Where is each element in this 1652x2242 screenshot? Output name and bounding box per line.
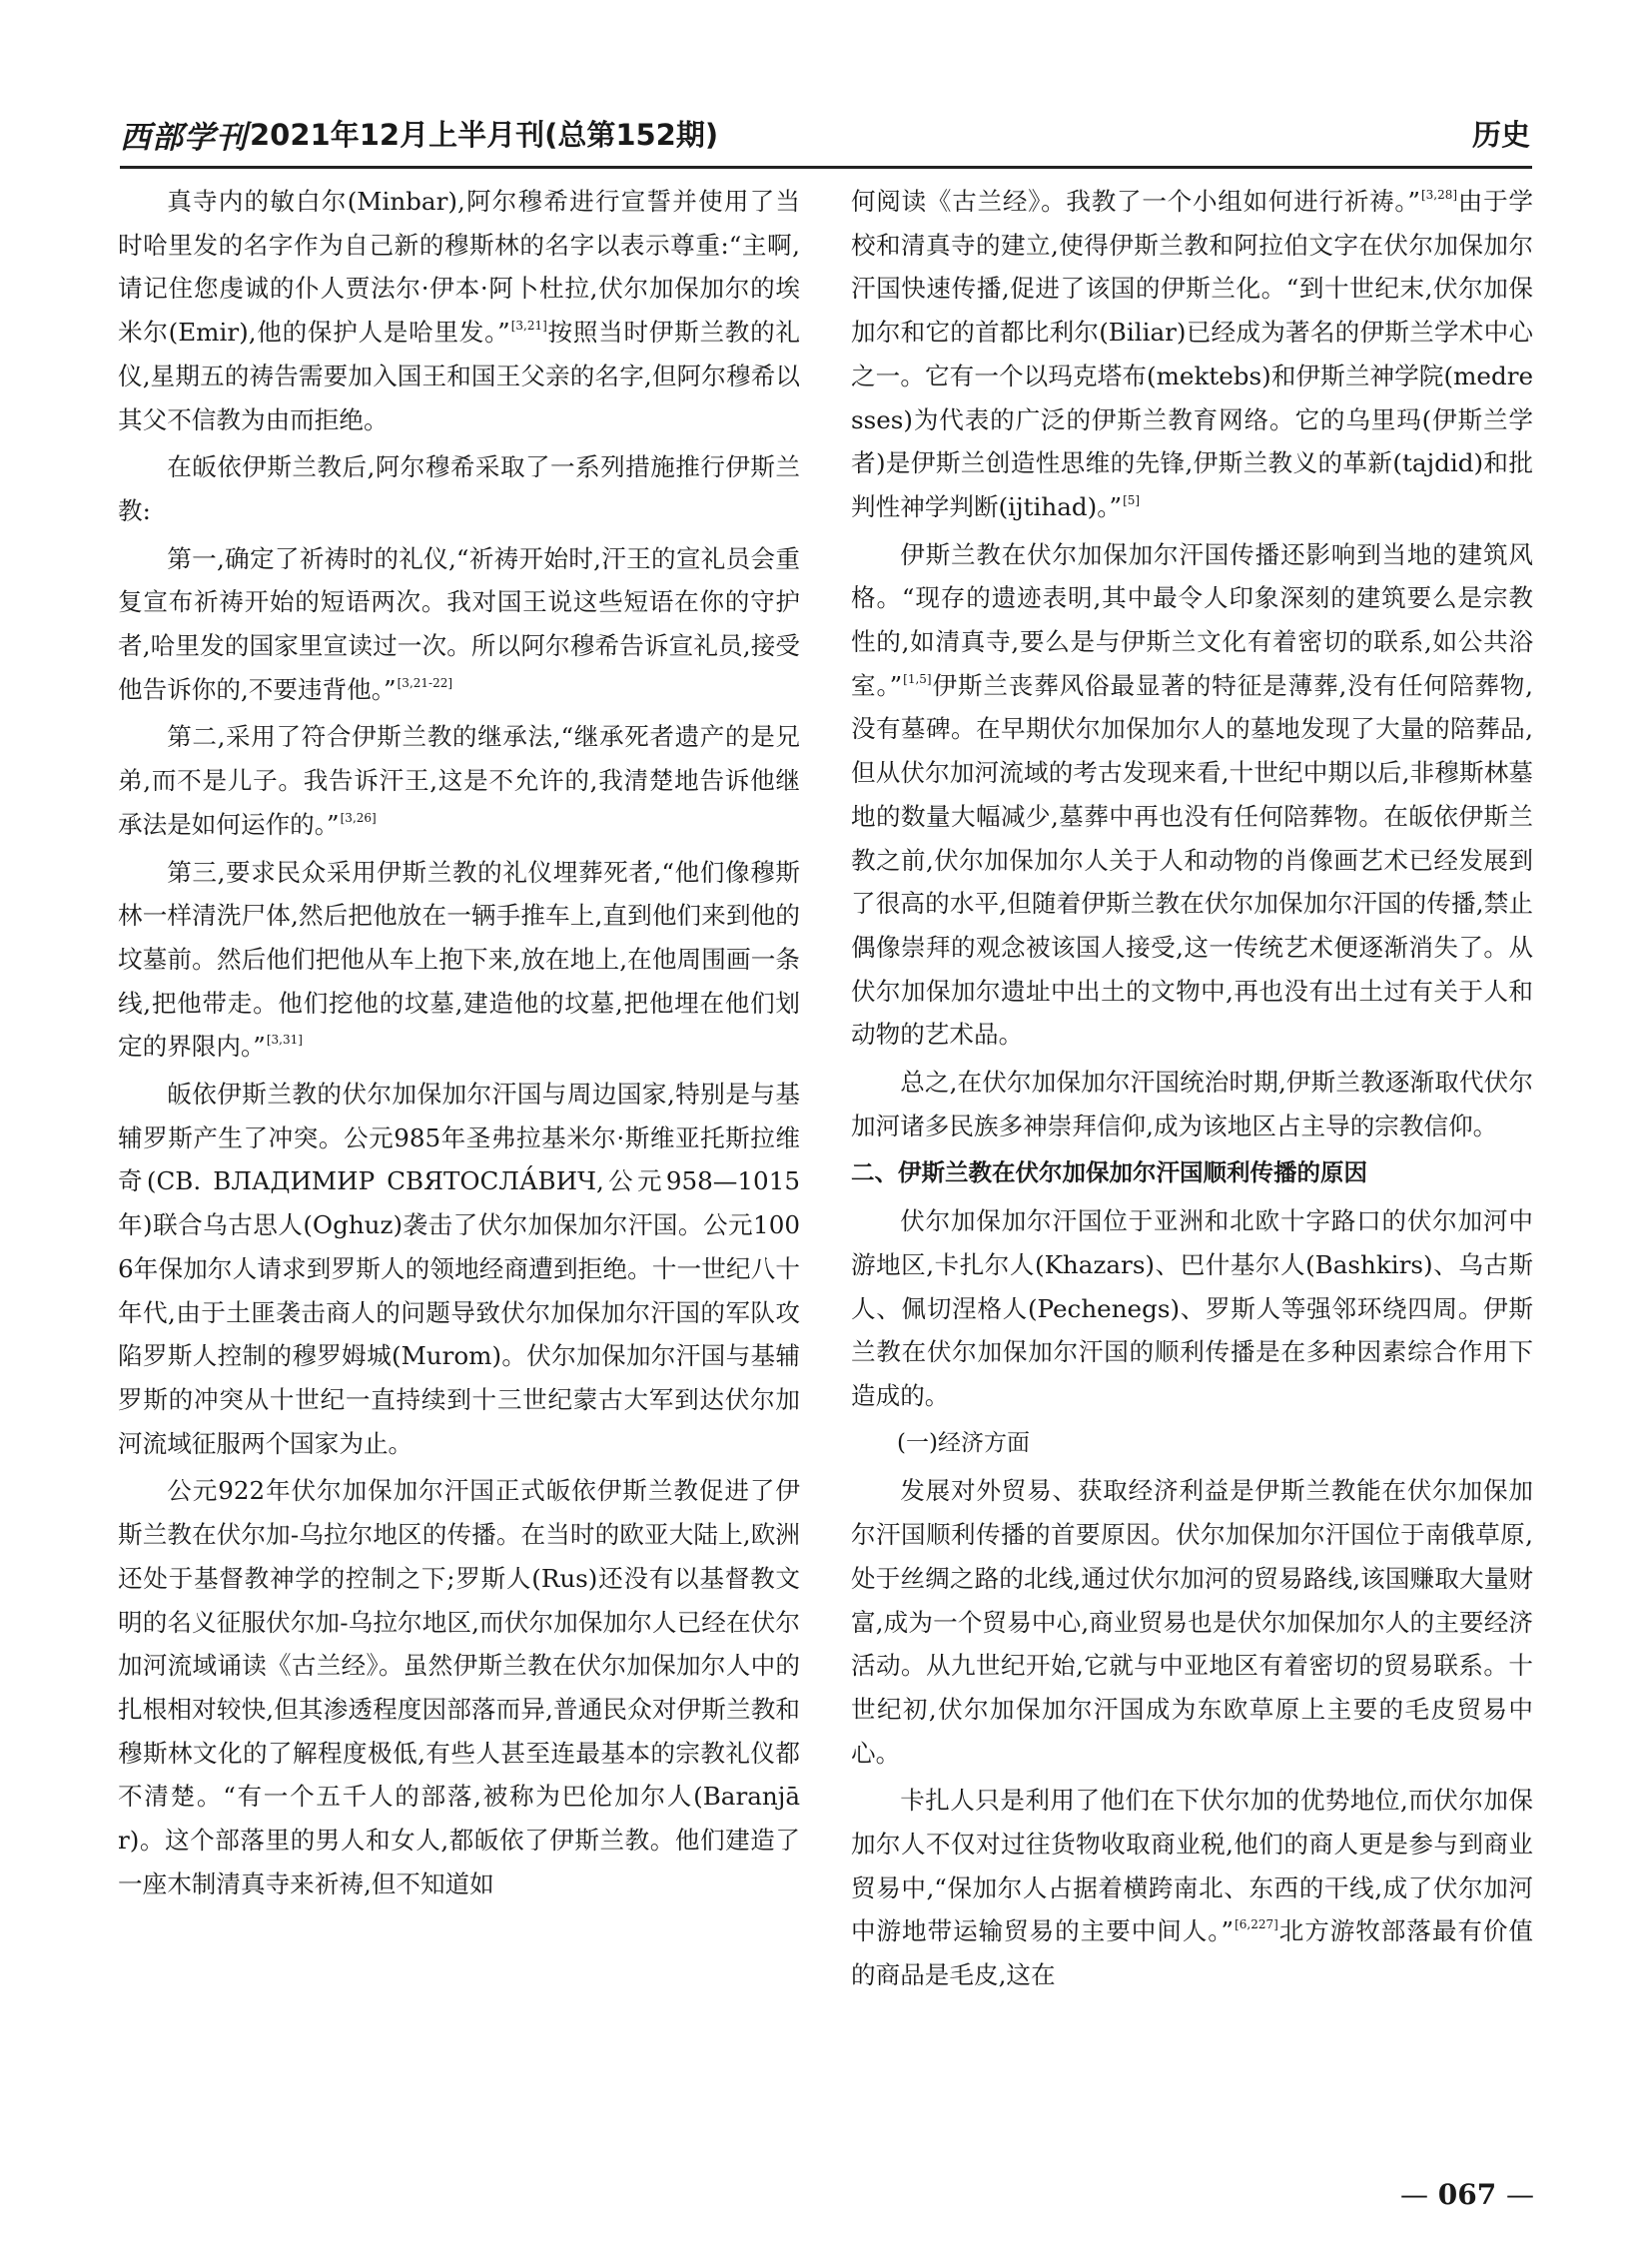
page-number-value: 067 bbox=[1437, 2178, 1497, 2211]
paragraph-text: 第一,确定了祈祷时的礼仪,“祈祷开始时,汗王的宣礼员会重复宣布祈祷开始的短语两次。我对国王说这些短语在你的守护者,哈里发的国家里宣读过一次。所以阿尔穆希告诉宣礼员,接受他告诉你的,不要违背他。” bbox=[118, 543, 800, 704]
paragraph-text: 公元922年伏尔加保加尔汗国正式皈依伊斯兰教促进了伊斯兰教在伏尔加-乌拉尔地区的传播。在当时的欧亚大陆上,欧洲还处于基督教神学的控制之下;罗斯人(Rus)还没有以基督教文明的名义征服伏尔加-乌拉尔地区,而伏尔加保加尔人已经在伏尔加河流域诵读《古兰经》。虽然伊斯兰教在伏尔加保加尔人中的扎根相对较快,但其渗透程度因部落而异,普通民众对伊斯兰教和穆斯林文化的了解程度极低,有些人甚至连最基本的宗教礼仪都不清楚。“有一个五千人的部落,被称为巴伦加尔人(Baranjār)。这个部落里的男人和女人,都皈依了伊斯兰教。他们建造了一座木制清真寺来祈祷,但不知道如 bbox=[118, 1476, 800, 1898]
paragraph-text: 伊斯兰教在伏尔加保加尔汗国传播还影响到当地的建筑风格。“现存的遗迹表明,其中最令人印象深刻的建筑要么是宗教性的,如清真寺,要么是与伊斯兰文化有着密切的联系,如公共浴室。” bbox=[851, 539, 1533, 700]
page-number-dash-right: — bbox=[1506, 2178, 1534, 2211]
subsection-heading bbox=[851, 1422, 1533, 1466]
paragraph bbox=[118, 715, 800, 846]
citation-ref: [3,31] bbox=[266, 1033, 303, 1048]
paragraph bbox=[851, 533, 1533, 1057]
paragraph-text: 伊斯兰丧葬风俗最显著的特征是薄葬,没有任何陪葬物,没有墓碑。在早期伏尔加保加尔人的墓地发现了大量的陪葬品,但从伏尔加河流域的考古发现来看,十世纪中期以后,非穆斯林墓地的数量大幅减少,墓葬中再也没有任何陪葬物。在皈依伊斯兰教之前,伏尔加保加尔人关于人和动物的肖像画艺术已经发展到了很高的水平,但随着伊斯兰教在伏尔加保加尔汗国的传播,禁止偶像崇拜的观念被该国人接受,这一传统艺术便逐渐消失了。从伏尔加保加尔遗址中出土的文物中,再也没有出土过有关于人和动物的艺术品。 bbox=[851, 670, 1533, 1050]
paragraph bbox=[851, 180, 1533, 529]
journal-logo: 西部学刊 bbox=[120, 120, 248, 156]
citation-ref: [6,227] bbox=[1235, 1917, 1278, 1932]
citation-ref: [3,28] bbox=[1420, 188, 1458, 202]
citation-ref: [3,21-22] bbox=[397, 675, 453, 690]
citation-ref: [1,5] bbox=[903, 671, 932, 686]
paragraph bbox=[118, 445, 800, 532]
paragraph-text: 在皈依伊斯兰教后,阿尔穆希采取了一系列措施推行伊斯兰教: bbox=[118, 452, 800, 525]
paragraph bbox=[851, 1061, 1533, 1147]
paragraph-text: 第二,采用了符合伊斯兰教的继承法,“继承死者遗产的是兄弟,而不是儿子。我告诉汗王,这是不允许的,我清楚地告诉他继承法是如何运作的。” bbox=[118, 722, 800, 839]
paragraph-text: 总之,在伏尔加保加尔汗国统治时期,伊斯兰教逐渐取代伏尔加河诸多民族多神崇拜信仰,成为该地区占主导的宗教信仰。 bbox=[851, 1068, 1533, 1140]
paragraph bbox=[851, 1469, 1533, 1775]
paragraph-text: 按照当时伊斯兰教的礼仪,星期五的祷告需要加入国王和国王父亲的名字,但阿尔穆希以其父不信教为由而拒绝。 bbox=[118, 318, 800, 434]
paragraph-text: 由于学校和清真寺的建立,使得伊斯兰教和阿拉伯文字在伏尔加保加尔汗国快速传播,促进了该国的伊斯兰化。“到十世纪末,伏尔加保加尔和它的首都比利尔(Biliar)已经成为著名的伊斯兰学术中心之一。它有一个以玛克塔布(mektebs)和伊斯兰神学院(medresses)为代表的广泛的伊斯兰教育网络。它的乌里玛(伊斯兰学者)是伊斯兰创造性思维的先锋,伊斯兰教义的革新(tajdid)和批判性神学判断(ijtihad)。” bbox=[851, 187, 1533, 521]
running-header bbox=[120, 108, 1532, 158]
citation-ref: [5] bbox=[1123, 492, 1141, 507]
paragraph bbox=[851, 1199, 1533, 1418]
paragraph bbox=[118, 1469, 800, 1905]
paragraph-text: 二、伊斯兰教在伏尔加保加尔汗国顺利传播的原因 bbox=[851, 1158, 1367, 1187]
paragraph-text: (一)经济方面 bbox=[897, 1429, 1030, 1456]
header-rule bbox=[120, 166, 1532, 169]
paragraph-text: 北方游牧部落最有价值的商品是毛皮,这在 bbox=[851, 1916, 1533, 1990]
right-column bbox=[851, 180, 1533, 2137]
issue-info: 2021年12月上半月刊(总第152期) bbox=[250, 118, 719, 152]
section-label: 历史 bbox=[1471, 118, 1530, 152]
paragraph-text: 皈依伊斯兰教的伏尔加保加尔汗国与周边国家,特别是与基辅罗斯产生了冲突。公元985年圣弗拉基米尔·斯维亚托斯拉维奇(CB. ВЛАДИМИР СВЯТОСЛА́ВИЧ,公元958—1015年)联合乌古思人(Oghuz)袭击了伏尔加保加尔汗国。公元1006年保加尔人请求到罗斯人的领地经商遭到拒绝。十一世纪八十年代,由于土匪袭击商人的问题导致伏尔加保加尔汗国的军队攻陷罗斯人控制的穆罗姆城(Murom)。伏尔加保加尔汗国与基辅罗斯的冲突从十世纪一直持续到十三世纪蒙古大军到达伏尔加河流域征服两个国家为止。 bbox=[118, 1080, 800, 1458]
page-number bbox=[1400, 2178, 1534, 2211]
paragraph bbox=[851, 1779, 1533, 1997]
paragraph-text: 第三,要求民众采用伊斯兰教的礼仪埋葬死者,“他们像穆斯林一样清洗尸体,然后把他放在一辆手推车上,直到他们来到他的坟墓前。然后他们把他从车上抱下来,放在地上,在他周围画一条线,把他带走。他们挖他的坟墓,建造他的坟墓,把他埋在他们划定的界限内。” bbox=[118, 857, 800, 1062]
paragraph-text: 卡扎人只是利用了他们在下伏尔加的优势地位,而伏尔加保加尔人不仅对过往货物收取商业税,他们的商人更是参与到商业贸易中,“保加尔人占据着横跨南北、东西的干线,成了伏尔加河中游地带运输贸易的主要中间人。” bbox=[851, 1786, 1533, 1946]
paragraph bbox=[118, 537, 800, 712]
paragraph-text: 真寺内的敏白尔(Minbar),阿尔穆希进行宣誓并使用了当时哈里发的名字作为自己新的穆斯林的名字以表示尊重:“主啊,请记住您虔诚的仆人贾法尔·伊本·阿卜杜拉,伏尔加保加尔的埃米尔(Emir),他的保护人是哈里发。” bbox=[118, 187, 800, 348]
paragraph bbox=[118, 180, 800, 441]
paragraph bbox=[118, 851, 800, 1070]
section-heading bbox=[851, 1151, 1533, 1195]
paragraph bbox=[118, 1073, 800, 1465]
citation-ref: [3,21] bbox=[510, 319, 547, 334]
left-column bbox=[118, 180, 800, 2137]
paragraph-text: 发展对外贸易、获取经济利益是伊斯兰教能在伏尔加保加尔汗国顺利传播的首要原因。伏尔加保加尔汗国位于南俄草原,处于丝绸之路的北线,通过伏尔加河的贸易路线,该国赚取大量财富,成为一个贸易中心,商业贸易也是伏尔加保加尔人的主要经济活动。从九世纪开始,它就与中亚地区有着密切的贸易联系。十世纪初,伏尔加保加尔汗国成为东欧草原上主要的毛皮贸易中心。 bbox=[851, 1476, 1533, 1768]
paragraph-text: 何阅读《古兰经》。我教了一个小组如何进行祈祷。” bbox=[851, 187, 1420, 216]
citation-ref: [3,26] bbox=[340, 810, 377, 825]
paragraph-text: 伏尔加保加尔汗国位于亚洲和北欧十字路口的伏尔加河中游地区,卡扎尔人(Khazars)、巴什基尔人(Bashkirs)、乌古斯人、佩切涅格人(Pechenegs)、罗斯人等强邻环绕四周。伊斯兰教在伏尔加保加尔汗国的顺利传播是在多种因素综合作用下造成的。 bbox=[851, 1206, 1533, 1410]
page-number-dash-left: — bbox=[1400, 2178, 1429, 2211]
